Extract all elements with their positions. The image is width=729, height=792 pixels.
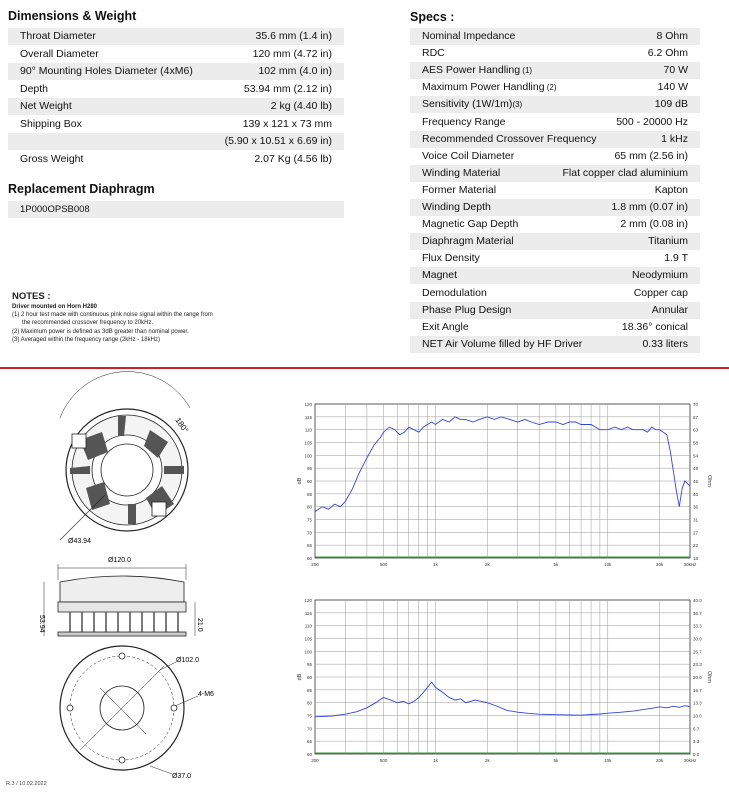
dimensions-label-text: Depth bbox=[20, 82, 49, 95]
y2-tick-label: 27 bbox=[693, 530, 699, 536]
flange-label: 21.0 bbox=[196, 618, 203, 632]
dimensions-label bbox=[20, 116, 82, 133]
specs-label bbox=[422, 199, 491, 216]
specs-label-text: Diaphragm Material bbox=[422, 235, 514, 248]
notes-line: (2) Maximum power is defined as 3dB greater than nominal power. bbox=[12, 328, 189, 335]
y2-tick-label: 49 bbox=[693, 466, 699, 472]
dimensions-label-text: Gross Weight bbox=[20, 152, 84, 165]
y-tick-label: 80 bbox=[306, 504, 312, 510]
dimensions-value: (5.90 x 10.51 x 6.69 in) bbox=[224, 135, 332, 147]
dimensions-value: 2.07 Kg (4.56 lb) bbox=[254, 152, 332, 165]
x-tick-label: 1k bbox=[433, 562, 438, 567]
x-tick-label: 5k bbox=[553, 562, 559, 567]
x-tick-label: 10k bbox=[604, 758, 612, 763]
specs-label bbox=[422, 62, 532, 79]
rear-view-drawing bbox=[60, 371, 190, 540]
specs-label-text: Frequency Range bbox=[422, 115, 506, 128]
dimensions-label bbox=[20, 28, 96, 45]
specs-label-text: Winding Material bbox=[422, 166, 501, 179]
specs-row bbox=[410, 216, 700, 233]
specs-label-text: Former Material bbox=[422, 183, 497, 196]
y-tick-label: 110 bbox=[304, 623, 312, 629]
dimensions-label-text: Net Weight bbox=[20, 100, 72, 112]
specs-row bbox=[410, 267, 700, 284]
specs-label-text: AES Power Handling bbox=[422, 64, 521, 77]
specs-row bbox=[410, 302, 700, 319]
y-tick-label: 90 bbox=[306, 675, 312, 680]
specs-row bbox=[410, 250, 700, 267]
x-tick-label: 20k bbox=[656, 758, 664, 763]
specs-label bbox=[422, 45, 445, 62]
specs-row bbox=[410, 182, 700, 199]
distortion-chart bbox=[290, 594, 720, 764]
specs-footnote: (3) bbox=[512, 100, 523, 110]
x-tick-label: 1k bbox=[433, 758, 438, 763]
specs-value: Titanium bbox=[648, 235, 688, 248]
dimensions-label bbox=[20, 46, 99, 63]
holes-label: 4-M6 bbox=[198, 691, 214, 698]
specs-label-text: RDC bbox=[422, 47, 445, 60]
x-tick-label: 200 bbox=[311, 562, 319, 567]
dimensions-value: 120 mm (4.72 in) bbox=[252, 47, 332, 60]
specs-label bbox=[422, 96, 522, 113]
specs-label bbox=[422, 114, 505, 131]
y-tick-label: 65 bbox=[306, 739, 312, 745]
x-tick-label: 500 bbox=[379, 758, 388, 763]
specs-row bbox=[410, 131, 700, 148]
y-tick-label: 100 bbox=[304, 453, 312, 459]
dimensions-row bbox=[8, 28, 344, 45]
specs-label-text: Nominal Impedance bbox=[422, 30, 516, 42]
specs-value: 1 kHz bbox=[661, 132, 688, 145]
y2-tick-label: 67 bbox=[693, 414, 699, 420]
y-tick-label: 120 bbox=[304, 402, 312, 407]
specs-label bbox=[422, 131, 597, 148]
y-tick-label: 85 bbox=[306, 491, 312, 497]
specs-label bbox=[422, 302, 511, 319]
y-axis-title: dB bbox=[297, 477, 303, 485]
specs-label bbox=[422, 250, 480, 267]
specs-value: 1.8 mm (0.07 in) bbox=[611, 201, 688, 213]
dimensions-label bbox=[20, 63, 193, 80]
specs-value: Flat copper clad aluminium bbox=[562, 166, 688, 179]
y2-tick-label: 58 bbox=[693, 440, 699, 446]
specs-label bbox=[422, 165, 500, 182]
y2-tick-label: 33.3 bbox=[693, 623, 702, 629]
specs-label-text: Maximum Power Handling bbox=[422, 81, 545, 94]
specs-row bbox=[410, 45, 700, 62]
y-tick-label: 70 bbox=[306, 530, 312, 536]
y2-tick-label: 54 bbox=[693, 453, 699, 459]
dimensions-label-text: Throat Diameter bbox=[20, 30, 96, 42]
bolt-circle-label: Ø102.0 bbox=[176, 657, 199, 664]
x-tick-label: 500 bbox=[379, 562, 388, 567]
y2-tick-label: 20.0 bbox=[693, 675, 702, 680]
specs-label-text: Flux Density bbox=[422, 252, 480, 265]
y2-tick-label: 0.0 bbox=[693, 752, 700, 757]
x-tick-label: 2k bbox=[484, 562, 490, 567]
specs-label-text: Voice Coil Diameter bbox=[422, 149, 515, 162]
specs-label bbox=[422, 28, 515, 45]
front-view-drawing bbox=[60, 646, 198, 774]
specs-value: 140 W bbox=[657, 81, 688, 94]
specs-value: Kapton bbox=[654, 183, 688, 196]
side-view-drawing bbox=[44, 564, 195, 636]
y2-tick-label: 18 bbox=[693, 556, 699, 561]
specs-title: Specs : bbox=[410, 10, 455, 24]
specs-row bbox=[410, 148, 700, 165]
specs-footnote: (1) bbox=[520, 66, 533, 76]
specs-label-text: Exit Angle bbox=[422, 320, 469, 333]
y-tick-label: 90 bbox=[306, 479, 312, 484]
y-tick-label: 115 bbox=[304, 610, 312, 616]
x-tick-label: 20k bbox=[656, 562, 664, 567]
specs-value: 0.33 liters bbox=[642, 337, 688, 350]
specs-label bbox=[422, 336, 582, 353]
y-tick-label: 80 bbox=[306, 700, 312, 706]
specs-label bbox=[422, 216, 518, 233]
specs-row bbox=[410, 165, 700, 182]
dimensions-label-text: Shipping Box bbox=[20, 117, 82, 130]
specs-row bbox=[410, 114, 700, 131]
revision-label: R.3 / 10.02.2022 bbox=[6, 781, 47, 787]
x-tick-label: 30kHz bbox=[683, 758, 697, 763]
specs-label-text: Phase Plug Design bbox=[422, 303, 512, 316]
notes-line: Driver mounted on Horn H280 bbox=[12, 304, 98, 310]
frequency-response-chart bbox=[290, 398, 720, 573]
notes-line: (3) Averaged within the frequency range (2kHz - 18kHz) bbox=[12, 336, 160, 343]
angle-label: 180° bbox=[173, 415, 191, 435]
y2-tick-label: 26.7 bbox=[693, 649, 702, 655]
specs-row bbox=[410, 233, 700, 250]
dimensions-label bbox=[20, 81, 48, 98]
y2-tick-label: 16.7 bbox=[693, 687, 702, 693]
specs-value: 109 dB bbox=[654, 98, 688, 111]
y-tick-label: 115 bbox=[304, 414, 312, 420]
specs-row bbox=[410, 285, 700, 302]
y-tick-label: 120 bbox=[304, 598, 312, 603]
inner-label: Ø37.0 bbox=[172, 773, 192, 780]
specs-row bbox=[410, 62, 700, 79]
specs-label-text: Magnet bbox=[422, 269, 458, 282]
y-tick-label: 110 bbox=[304, 427, 312, 433]
x-tick-label: 5k bbox=[553, 758, 559, 763]
specs-row bbox=[410, 199, 700, 216]
specs-value: 18.36° conical bbox=[621, 320, 688, 333]
specs-label-text: Sensitivity (1W/1m) bbox=[422, 98, 513, 111]
diaphragm-title: Replacement Diaphragm bbox=[8, 182, 155, 196]
x-tick-label: 10k bbox=[604, 562, 612, 567]
dimensions-row bbox=[8, 151, 344, 168]
y2-tick-label: 63 bbox=[693, 427, 699, 433]
specs-value: 6.2 Ohm bbox=[647, 47, 688, 60]
specs-label-text: Demodulation bbox=[422, 286, 487, 299]
y2-tick-label: 23.3 bbox=[693, 662, 702, 668]
specs-footnote: (2) bbox=[544, 83, 557, 93]
specs-label bbox=[422, 319, 469, 336]
specs-label-text: Magnetic Gap Depth bbox=[422, 218, 519, 231]
y2-tick-label: 6.7 bbox=[693, 726, 700, 732]
throat-label: Ø43.94 bbox=[68, 538, 91, 545]
y-tick-label: 95 bbox=[306, 662, 312, 668]
section-divider bbox=[0, 367, 729, 369]
notes-block bbox=[12, 291, 292, 344]
specs-label bbox=[422, 148, 514, 165]
x-tick-label: 30kHz bbox=[683, 562, 697, 567]
x-tick-label: 2k bbox=[484, 758, 490, 763]
notes-line: (1) 2 hour test made with continuous pink noise signal within the range from bbox=[12, 312, 213, 319]
specs-value: 65 mm (2.56 in) bbox=[614, 149, 688, 162]
dimensions-value: 35.6 mm (1.4 in) bbox=[255, 30, 332, 42]
technical-drawing bbox=[0, 370, 290, 790]
y-tick-label: 75 bbox=[306, 713, 312, 719]
specs-value: 70 W bbox=[663, 64, 688, 77]
y2-tick-label: 36.7 bbox=[693, 610, 702, 616]
specs-row bbox=[410, 79, 700, 96]
y2-tick-label: 40 bbox=[693, 491, 699, 497]
dimensions-row bbox=[8, 81, 344, 98]
dimensions-row bbox=[8, 46, 344, 63]
y-tick-label: 105 bbox=[304, 636, 312, 642]
dimensions-row bbox=[8, 63, 344, 80]
specs-value: Neodymium bbox=[631, 269, 688, 282]
specs-label bbox=[422, 233, 514, 250]
dimensions-row bbox=[8, 133, 344, 150]
specs-value: 8 Ohm bbox=[656, 30, 688, 42]
specs-value: 1.9 T bbox=[664, 252, 688, 265]
overall-label: Ø120.0 bbox=[108, 557, 131, 564]
y2-tick-label: 10.0 bbox=[693, 713, 702, 719]
dimensions-value: 102 mm (4.0 in) bbox=[258, 65, 332, 77]
specs-label bbox=[422, 267, 457, 284]
y2-tick-label: 3.3 bbox=[693, 739, 700, 745]
depth-label: 53.94 bbox=[38, 615, 45, 633]
y-tick-label: 65 bbox=[306, 543, 312, 549]
specs-label-text: Winding Depth bbox=[422, 201, 491, 213]
y2-tick-label: 30.0 bbox=[693, 636, 702, 642]
specs-row bbox=[410, 28, 700, 45]
specs-row bbox=[410, 319, 700, 336]
y2-tick-label: 70 bbox=[693, 402, 699, 407]
specs-label bbox=[422, 79, 557, 96]
y2-tick-label: 22 bbox=[693, 543, 699, 549]
y-tick-label: 85 bbox=[306, 687, 312, 693]
dimensions-label-text: 90° Mounting Holes Diameter (4xM6) bbox=[20, 65, 193, 77]
y2-axis-title: Ohm bbox=[706, 671, 712, 683]
y-tick-label: 100 bbox=[304, 649, 312, 655]
dimensions-label bbox=[20, 98, 72, 115]
dimensions-label-text: Overall Diameter bbox=[20, 47, 99, 60]
y-tick-label: 60 bbox=[306, 556, 312, 561]
y-tick-label: 75 bbox=[306, 517, 312, 523]
specs-row bbox=[410, 96, 700, 113]
y-tick-label: 105 bbox=[304, 440, 312, 446]
y-tick-label: 70 bbox=[306, 726, 312, 732]
x-tick-label: 200 bbox=[311, 758, 319, 763]
y2-tick-label: 40.0 bbox=[693, 598, 702, 603]
specs-row bbox=[410, 336, 700, 353]
y2-tick-label: 36 bbox=[693, 504, 699, 510]
diaphragm-part: 1P000OPSB008 bbox=[20, 204, 90, 215]
y2-tick-label: 13.3 bbox=[693, 700, 702, 706]
specs-value: Copper cap bbox=[633, 286, 688, 299]
dimensions-row bbox=[8, 116, 344, 133]
notes-line: the recommended crossover frequency to 20kHz. bbox=[22, 320, 154, 327]
specs-value: 500 - 20000 Hz bbox=[616, 115, 688, 128]
specs-label bbox=[422, 285, 487, 302]
y-tick-label: 60 bbox=[306, 752, 312, 757]
specs-value: Annular bbox=[651, 303, 688, 316]
dimensions-label bbox=[20, 151, 83, 168]
y-tick-label: 95 bbox=[306, 466, 312, 472]
specs-label bbox=[422, 182, 496, 199]
y2-tick-label: 31 bbox=[693, 517, 699, 523]
dimensions-row bbox=[8, 98, 344, 115]
y-axis-title: dB bbox=[297, 673, 303, 681]
diaphragm-row bbox=[8, 201, 344, 218]
specs-label-text: NET Air Volume filled by HF Driver bbox=[422, 337, 583, 350]
y2-tick-label: 45 bbox=[693, 479, 699, 484]
dimensions-value: 53.94 mm (2.12 in) bbox=[243, 82, 332, 95]
dimensions-value: 2 kg (4.40 lb) bbox=[270, 100, 332, 112]
dimensions-value: 139 x 121 x 73 mm bbox=[242, 117, 332, 130]
notes-title: NOTES : bbox=[12, 291, 51, 302]
dimensions-title: Dimensions & Weight bbox=[8, 9, 137, 23]
specs-value: 2 mm (0.08 in) bbox=[620, 218, 688, 231]
specs-label-text: Recommended Crossover Frequency bbox=[422, 132, 597, 145]
y2-axis-title: Ohm bbox=[706, 475, 712, 487]
